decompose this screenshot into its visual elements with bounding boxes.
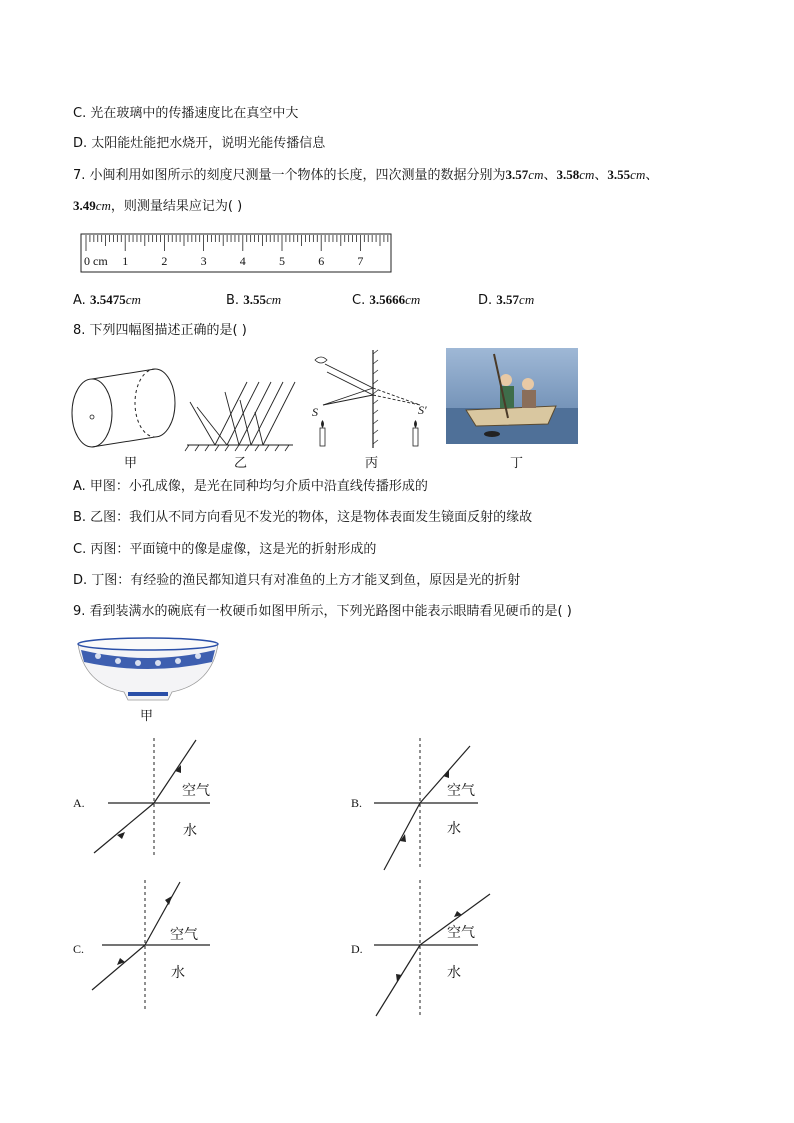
q7-option-d: D. 3.57cm xyxy=(478,292,535,308)
ruler-unit-label: 0 cm xyxy=(84,254,108,268)
bowl-caption-jia: 甲 xyxy=(140,709,154,724)
q7-option-c: C. 3.5666cm xyxy=(352,292,421,308)
diagram-c-water-label: 水 xyxy=(171,965,185,981)
diagram-c-air-label: 空气 xyxy=(170,927,198,943)
diagram-b-air-label: 空气 xyxy=(447,783,475,799)
diagram-b-water-label: 水 xyxy=(447,821,461,837)
q6-option-c: C. 光在玻璃中的传播速度比在真空中大 xyxy=(73,106,299,121)
image-s-prime-label: S′ xyxy=(418,403,427,417)
caption-yi: 乙 xyxy=(234,456,248,471)
diagram-a-letter: A. xyxy=(73,796,85,810)
ruler-tick-label: 5 xyxy=(279,254,285,268)
ruler-tick-label: 3 xyxy=(200,254,207,268)
refraction-diagram-c xyxy=(88,880,218,1015)
source-s-label: S xyxy=(312,405,318,419)
diagram-a-water-label: 水 xyxy=(183,823,197,839)
caption-jia: 甲 xyxy=(124,456,138,471)
diagram-b-letter: B. xyxy=(351,796,363,810)
diffuse-reflection-figure xyxy=(185,372,300,452)
q8-option-a: A. 甲图：小孔成像，是光在同种均匀介质中沿直线传播形成的 xyxy=(73,479,428,494)
porcelain-bowl-image xyxy=(76,636,220,702)
refraction-diagram-b xyxy=(368,738,498,873)
q8-option-d: D. 丁图：有经验的渔民都知道只有对准鱼的上方才能叉到鱼，原因是光的折射 xyxy=(73,573,521,588)
diagram-c-letter: C. xyxy=(73,942,85,956)
ruler-tick-label: 2 xyxy=(161,254,168,268)
q7-option-a: A. 3.5475cm xyxy=(73,292,141,308)
fisherman-boat-image xyxy=(446,348,578,444)
diagram-d-air-label: 空气 xyxy=(447,925,475,941)
diagram-d-water-label: 水 xyxy=(447,965,461,981)
q6-option-d: D. 太阳能灶能把水烧开，说明光能传播信息 xyxy=(73,136,326,151)
refraction-diagram-d xyxy=(368,880,498,1020)
caption-bing: 丙 xyxy=(365,456,379,471)
caption-ding: 丁 xyxy=(510,456,524,471)
ruler-tick-label: 1 xyxy=(122,254,129,268)
q8-stem: 8. 下列四幅图描述正确的是( ) xyxy=(73,323,247,338)
q7-option-b: B. 3.55cm xyxy=(226,292,282,308)
q8-option-b: B. 乙图：我们从不同方向看见不发光的物体，这是物体表面发生镜面反射的缘故 xyxy=(73,510,533,525)
cylinder-pinhole-figure xyxy=(70,365,180,450)
plane-mirror-figure xyxy=(305,350,440,450)
diagram-d-letter: D. xyxy=(351,942,363,956)
q8-option-c: C. 丙图：平面镜中的像是虚像，这是光的折射形成的 xyxy=(73,542,377,557)
q7-stem-line1: 7. 小闽利用如图所示的刻度尺测量一个物体的长度，四次测量的数据分别为3.57cm、3.58cm、3.55cm、 xyxy=(73,167,659,183)
diagram-a-air-label: 空气 xyxy=(182,783,210,799)
ruler-tick-label: 6 xyxy=(318,254,325,268)
ruler-tick-label: 4 xyxy=(239,254,246,268)
q9-stem: 9. 看到装满水的碗底有一枚硬币如图甲所示，下列光路图中能表示眼睛看见硬币的是( ) xyxy=(73,604,572,619)
ruler-tick-label: 7 xyxy=(357,254,364,268)
q7-stem-line2: 3.49cm，则测量结果应记为( ) xyxy=(73,198,243,214)
